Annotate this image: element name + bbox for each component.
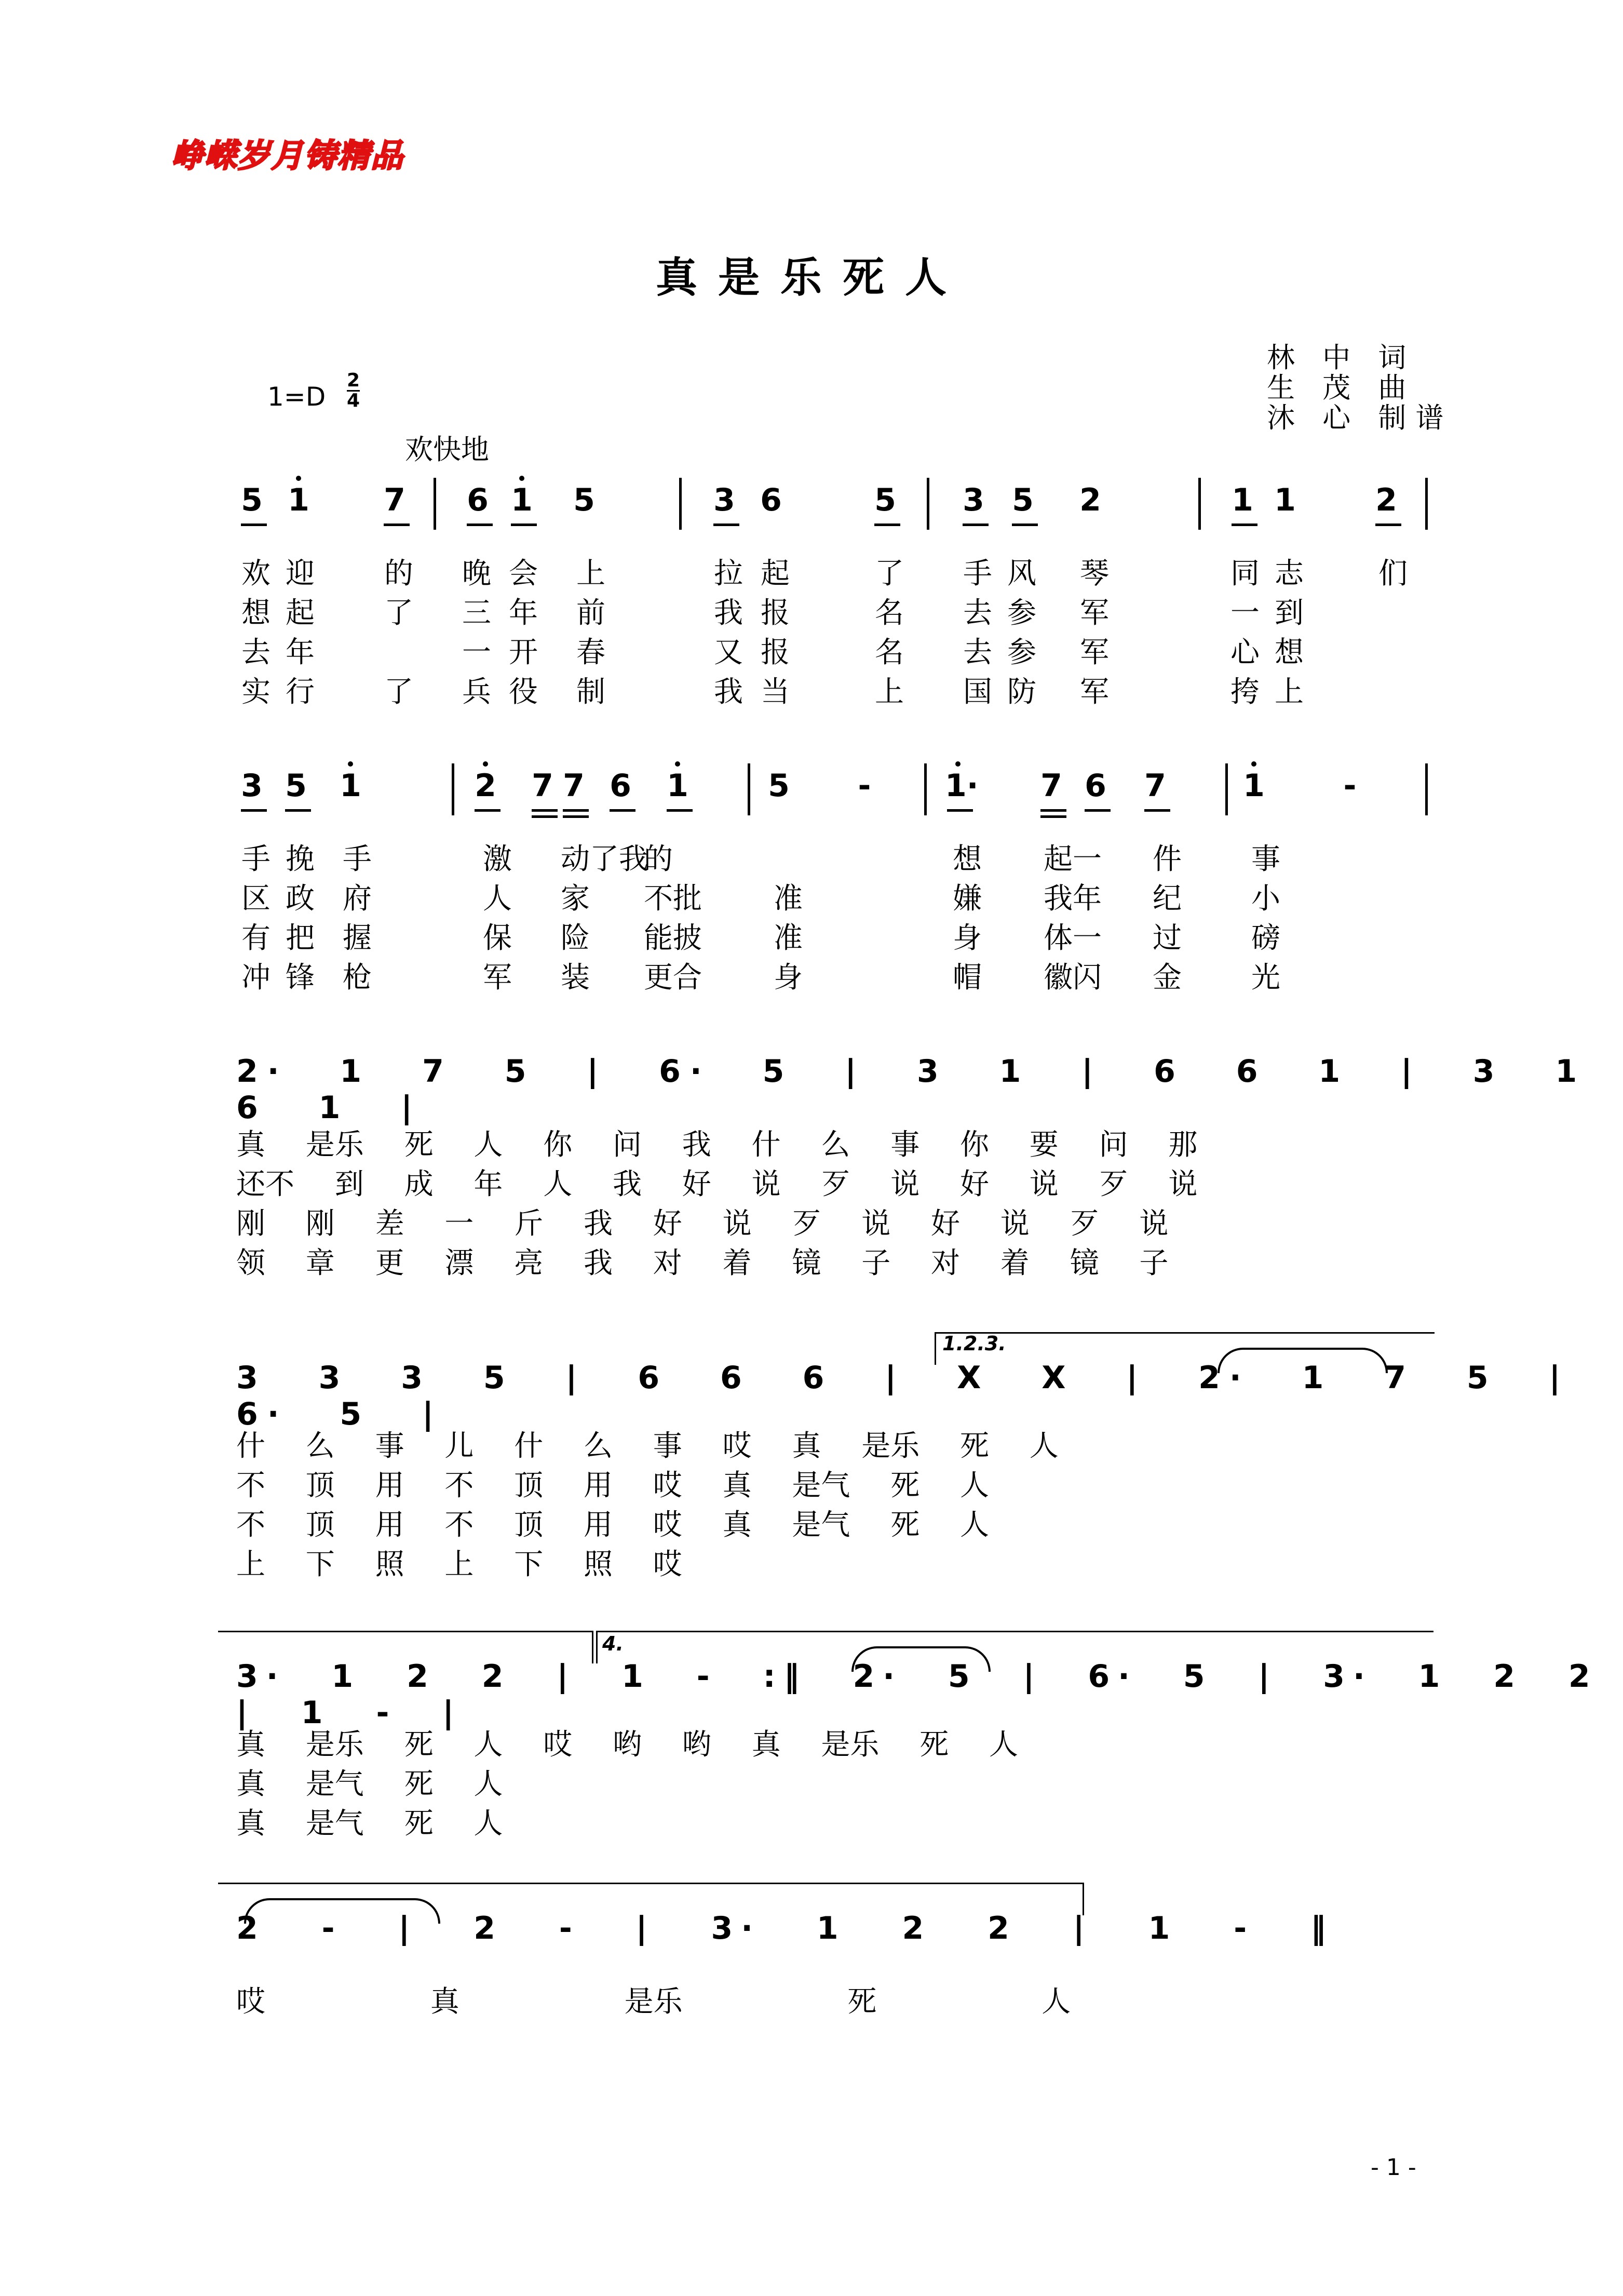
underline [475, 809, 501, 812]
lyric-syllable: 志 [1275, 557, 1304, 590]
lyric-syllable: 前 [576, 596, 605, 630]
lyric-syllable: 欢 [241, 557, 270, 590]
note: 5 [573, 482, 595, 518]
lyric-line: 还不 到 成 年 人 我 好 说 歹 说 好 说 歹 说 [236, 1167, 1198, 1201]
credits [1267, 343, 1453, 433]
key-signature: 1=D [267, 382, 326, 412]
lyric-syllable: 军 [1080, 596, 1109, 630]
song-title: 真是乐死人 [656, 253, 967, 302]
lyric-syllable: 上 [576, 557, 605, 590]
lyric-syllable: 去 [241, 636, 270, 669]
first-ending-label: 1.2.3. [942, 1332, 1006, 1355]
lyric-syllable: 激 [483, 842, 512, 876]
lyric-syllable: 上 [875, 675, 904, 709]
lyric-syllable: 人 [483, 882, 512, 916]
lyric-syllable: 军 [1080, 675, 1109, 709]
underline [563, 815, 589, 818]
lyric-syllable: 金 [1153, 961, 1182, 995]
lyric-syllable: 有 [241, 921, 270, 955]
underline [467, 523, 493, 526]
lyric-row [0, 955, 1623, 994]
underline [1375, 523, 1401, 526]
lyric-syllable: 准 [774, 882, 803, 916]
note: 1 [340, 768, 361, 804]
lyric-syllable: 不批 [644, 882, 702, 916]
lyric-line: 哎 真 是乐 死 人 [236, 1985, 1071, 2019]
underline [1144, 809, 1170, 812]
lyric-syllable: 的 [644, 842, 673, 876]
lyric-syllable: 了 [875, 557, 904, 590]
underline [532, 815, 558, 818]
notation-row [0, 478, 1623, 540]
lyric-syllable: 迎 [286, 557, 315, 590]
high-octave-dot [675, 761, 680, 767]
barline [748, 763, 750, 815]
page-number: - 1 - [1371, 2154, 1416, 2181]
lyric-syllable: 嫌 [953, 882, 982, 916]
note: 6 [760, 482, 782, 518]
lyric-syllable: 想 [241, 596, 270, 630]
note: 1 [1232, 482, 1253, 518]
barline [1225, 763, 1228, 815]
lyric-syllable: 把 [286, 921, 315, 955]
lyric-syllable: 去 [963, 596, 992, 630]
note: 2 [475, 768, 496, 804]
lyric-syllable: 实 [241, 675, 270, 709]
note: 1 [1274, 482, 1296, 518]
underline [1232, 523, 1257, 526]
underline [610, 809, 635, 812]
lyric-line: 真 是乐 死 人 你 问 我 什 么 事 你 要 问 那 [236, 1128, 1198, 1162]
underline [1012, 523, 1038, 526]
lyric-syllable: 会 [509, 557, 538, 590]
lyric-syllable: 我年 [1044, 882, 1102, 916]
lyric-syllable: 府 [343, 882, 372, 916]
lyric-syllable: 军 [483, 961, 512, 995]
lyric-syllable: 起 [761, 557, 790, 590]
lyric-syllable: 身 [774, 961, 803, 995]
underline [384, 523, 410, 526]
lyric-line: 不 顶 用 不 顶 用 哎 真 是气 死 人 [236, 1508, 990, 1542]
note: 7 [563, 768, 585, 804]
note: 6 [1085, 768, 1106, 804]
lyric-syllable: 们 [1378, 557, 1408, 590]
time-signature [347, 371, 360, 410]
note: 5 [1012, 482, 1034, 518]
lyric-syllable: 心 [1230, 636, 1260, 669]
note: 2 [1079, 482, 1101, 518]
lyric-syllable: 同 [1230, 557, 1260, 590]
lyric-syllable: 一 [462, 636, 491, 669]
note: - [1343, 768, 1357, 804]
lyric-syllable: 晚 [462, 557, 491, 590]
notation-row [0, 1654, 1623, 1731]
lyric-syllable: 防 [1007, 675, 1036, 709]
credit-lyricist: 林 中 词 [1267, 341, 1416, 374]
lyric-syllable: 帽 [953, 961, 982, 995]
notation-row [0, 1049, 1623, 1126]
notation-row [0, 1355, 1623, 1432]
lyric-syllable: 了 [384, 596, 413, 630]
tempo-marking: 欢快地 [405, 433, 489, 466]
underline [1040, 815, 1066, 818]
lyric-syllable: 手 [241, 842, 270, 876]
second-ending-label: 4. [602, 1632, 624, 1655]
lyric-line: 真 是乐 死 人 哎 哟 哟 真 是乐 死 人 [236, 1728, 1019, 1762]
note: 6 [467, 482, 489, 518]
lyric-syllable: 到 [1275, 596, 1304, 630]
lyric-syllable: 风 [1007, 557, 1036, 590]
lyric-syllable: 我 [714, 596, 743, 630]
note: 1 [511, 482, 533, 518]
underline [963, 523, 989, 526]
lyric-syllable: 政 [286, 882, 315, 916]
barline [927, 478, 929, 530]
lyric-syllable: 去 [963, 636, 992, 669]
lyric-syllable: 事 [1251, 842, 1280, 876]
note: 7 [532, 768, 553, 804]
underline [563, 809, 589, 812]
note: 3 [713, 482, 735, 518]
lyric-line: 什 么 事 儿 什 么 事 哎 真 是乐 死 人 [236, 1429, 1059, 1463]
lyric-row [0, 876, 1623, 915]
lyric-line: 上 下 照 上 下 照 哎 [236, 1548, 682, 1581]
lyric-syllable: 一 [1230, 596, 1260, 630]
underline [285, 809, 311, 812]
lyric-syllable: 制 [576, 675, 605, 709]
lyric-syllable: 又 [714, 636, 743, 669]
underline [713, 523, 739, 526]
lyric-syllable: 磅 [1251, 921, 1280, 955]
lyric-syllable: 行 [286, 675, 315, 709]
note: 1 [288, 482, 309, 518]
lyric-syllable: 拉 [714, 557, 743, 590]
high-octave-dot [483, 761, 488, 767]
lyric-syllable: 锋 [286, 961, 315, 995]
note: 5 [768, 768, 790, 804]
underline [241, 809, 267, 812]
lyric-syllable: 报 [761, 636, 790, 669]
underline [1040, 809, 1066, 812]
lyric-syllable: 琴 [1080, 557, 1109, 590]
underline [947, 809, 973, 812]
lyric-line: 真 是气 死 人 [236, 1807, 503, 1841]
lyric-row [0, 915, 1623, 955]
lyric-syllable: 保 [483, 921, 512, 955]
lyric-syllable: 起一 [1044, 842, 1102, 876]
high-octave-dot [1251, 761, 1256, 767]
lyric-syllable: 的 [384, 557, 413, 590]
barline [924, 763, 927, 815]
lyric-syllable: 想 [1275, 636, 1304, 669]
lyric-syllable: 名 [875, 636, 904, 669]
lyric-syllable: 参 [1007, 636, 1036, 669]
lyric-row [0, 669, 1623, 708]
credit-composer: 生 茂 曲 [1267, 371, 1416, 404]
lyric-syllable: 起 [286, 596, 315, 630]
note: 5 [241, 482, 263, 518]
note: 1 [1243, 768, 1265, 804]
lyric-row [0, 629, 1623, 669]
high-octave-dot [296, 476, 301, 481]
underline [874, 523, 900, 526]
lyric-syllable: 春 [576, 636, 605, 669]
notation-text: 3· 1 2 2 | 1 - :‖ 2· 5 | 6· 5 | 3· 1 2 2 | 1 - | [236, 1658, 1599, 1731]
lyric-syllable: 想 [953, 842, 982, 876]
lyric-syllable: 年 [509, 596, 538, 630]
note: 1· [945, 768, 979, 804]
note: 3 [963, 482, 984, 518]
lyric-syllable: 纪 [1153, 882, 1182, 916]
lyric-line: 不 顶 用 不 顶 用 哎 真 是气 死 人 [236, 1469, 990, 1502]
lyric-syllable: 年 [286, 636, 315, 669]
note: 6 [610, 768, 631, 804]
high-octave-dot [519, 476, 524, 481]
lyric-syllable: 件 [1153, 842, 1182, 876]
note: 7 [384, 482, 405, 518]
time-signature-top: 2 [347, 370, 360, 391]
lyric-syllable: 光 [1251, 961, 1280, 995]
barline [1425, 478, 1428, 530]
lyric-syllable: 枪 [343, 961, 372, 995]
lyric-syllable: 役 [509, 675, 538, 709]
lyric-syllable: 装 [561, 961, 590, 995]
lyric-syllable: 冲 [241, 961, 270, 995]
lyric-syllable: 手 [343, 842, 372, 876]
lyric-syllable: 险 [561, 921, 590, 955]
lyric-syllable: 国 [963, 675, 992, 709]
barline [1425, 763, 1428, 815]
lyric-syllable: 体一 [1044, 921, 1102, 955]
lyric-line: 刚 刚 差 一 斤 我 好 说 歹 说 好 说 歹 说 [236, 1207, 1169, 1241]
time-signature-bottom: 4 [347, 390, 360, 411]
lyric-syllable: 挽 [286, 842, 315, 876]
notation-row [0, 1906, 1623, 1968]
note: 3 [241, 768, 263, 804]
underline [532, 809, 558, 812]
lyric-syllable: 手 [963, 557, 992, 590]
lyric-syllable: 握 [343, 921, 372, 955]
note: 1 [667, 768, 688, 804]
lyric-syllable: 挎 [1230, 675, 1260, 709]
lyric-syllable: 过 [1153, 921, 1182, 955]
notation-text: 3 3 3 5 | 6 6 6 | X X | 2· 1 7 5 | 6· 5 | [236, 1360, 1570, 1432]
lyric-row [0, 836, 1623, 876]
underline [511, 523, 537, 526]
note: - [858, 768, 871, 804]
note: 2 [1375, 482, 1397, 518]
lyric-line: 真 是气 死 人 [236, 1767, 503, 1801]
high-octave-dot [955, 761, 961, 767]
lyric-syllable: 更合 [644, 961, 702, 995]
note: 7 [1040, 768, 1062, 804]
lyric-syllable: 参 [1007, 596, 1036, 630]
high-octave-dot [348, 761, 353, 767]
lyric-syllable: 动了我 [561, 842, 648, 876]
barline [434, 478, 436, 530]
lyric-syllable: 当 [761, 675, 790, 709]
lyric-syllable: 报 [761, 596, 790, 630]
credit-transcriber: 沐 心 制谱 [1267, 401, 1453, 434]
barline [1198, 478, 1201, 530]
lyric-syllable: 三 [462, 596, 491, 630]
barline [452, 763, 454, 815]
note: 7 [1144, 768, 1166, 804]
lyric-syllable: 徽闪 [1044, 961, 1102, 995]
lyric-syllable: 小 [1251, 882, 1280, 916]
lyric-row [0, 590, 1623, 629]
lyric-syllable: 身 [953, 921, 982, 955]
lyric-syllable: 名 [875, 596, 904, 630]
lyric-syllable: 军 [1080, 636, 1109, 669]
lyric-syllable: 我 [714, 675, 743, 709]
lyric-syllable: 了 [384, 675, 413, 709]
underline [667, 809, 693, 812]
barline [679, 478, 682, 530]
lyric-syllable: 区 [241, 882, 270, 916]
lyric-syllable: 兵 [462, 675, 491, 709]
note: 5 [874, 482, 896, 518]
lyric-syllable: 开 [509, 636, 538, 669]
lyric-line: 领 章 更 漂 亮 我 对 着 镜 子 对 着 镜 子 [236, 1246, 1169, 1280]
underline [241, 523, 267, 526]
lyric-syllable: 上 [1275, 675, 1304, 709]
lyric-syllable: 能披 [644, 921, 702, 955]
note: 5 [285, 768, 307, 804]
notation-row [0, 763, 1623, 826]
lyric-syllable: 准 [774, 921, 803, 955]
notation-text: 2· 1 7 5 | 6· 5 | 3 1 | 6 6 1 | 3 1 6 1 | [236, 1053, 1587, 1126]
notation-text: 2 - | 2 - | 3· 1 2 2 | 1 - ‖ [236, 1910, 1335, 1946]
lyric-row [0, 550, 1623, 590]
lyric-syllable: 家 [561, 882, 590, 916]
watermark-logo: 峥嵘岁月铸精品 [171, 137, 404, 174]
underline [1085, 809, 1111, 812]
